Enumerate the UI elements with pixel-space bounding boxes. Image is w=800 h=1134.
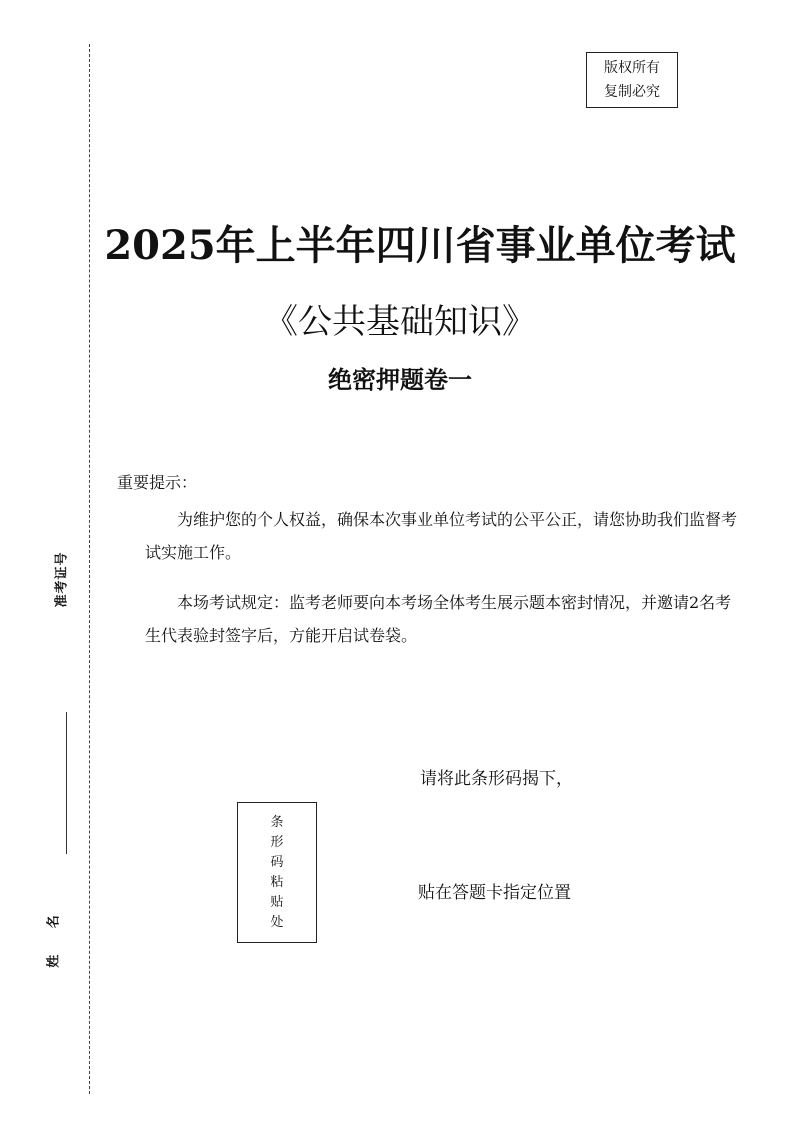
name-label: 姓 名: [46, 915, 62, 968]
barcode-char: 贴: [270, 894, 284, 910]
notice-heading: 重要提示：: [117, 473, 198, 492]
copyright-box: [586, 52, 678, 108]
notice-paragraph-2: 本场考试规定：监考老师要向本考场全体考生展示题本密封情况，并邀请2名考生代表验封签字后，方能开启试卷袋。: [145, 593, 732, 645]
exam-id-label: 准考证号: [54, 551, 70, 608]
copyright-line-1: 版权所有: [604, 60, 660, 76]
seal-cut-line: [89, 44, 90, 1094]
paper-title: 绝密押题卷一: [328, 366, 472, 394]
barcode-sticker-area: [237, 802, 317, 943]
barcode-char: 条: [270, 814, 284, 830]
notice-paragraph-1: 为维护您的个人权益，确保本次事业单位考试的公平公正，请您协助我们监督考试实施工作。: [145, 510, 738, 562]
subject-title: 《公共基础知识》: [264, 302, 536, 342]
barcode-instruction-2: 贴在答题卡指定位置: [418, 883, 571, 903]
side-fill-line: [66, 712, 67, 854]
barcode-char: 形: [270, 834, 284, 850]
copyright-line-2: 复制必究: [604, 84, 660, 100]
barcode-char: 粘: [270, 874, 284, 890]
main-title: 2025年上半年四川省事业单位考试: [104, 222, 736, 269]
barcode-char: 码: [270, 854, 284, 870]
barcode-char: 处: [270, 914, 284, 930]
barcode-instruction-1: 请将此条形码揭下，: [420, 769, 573, 789]
